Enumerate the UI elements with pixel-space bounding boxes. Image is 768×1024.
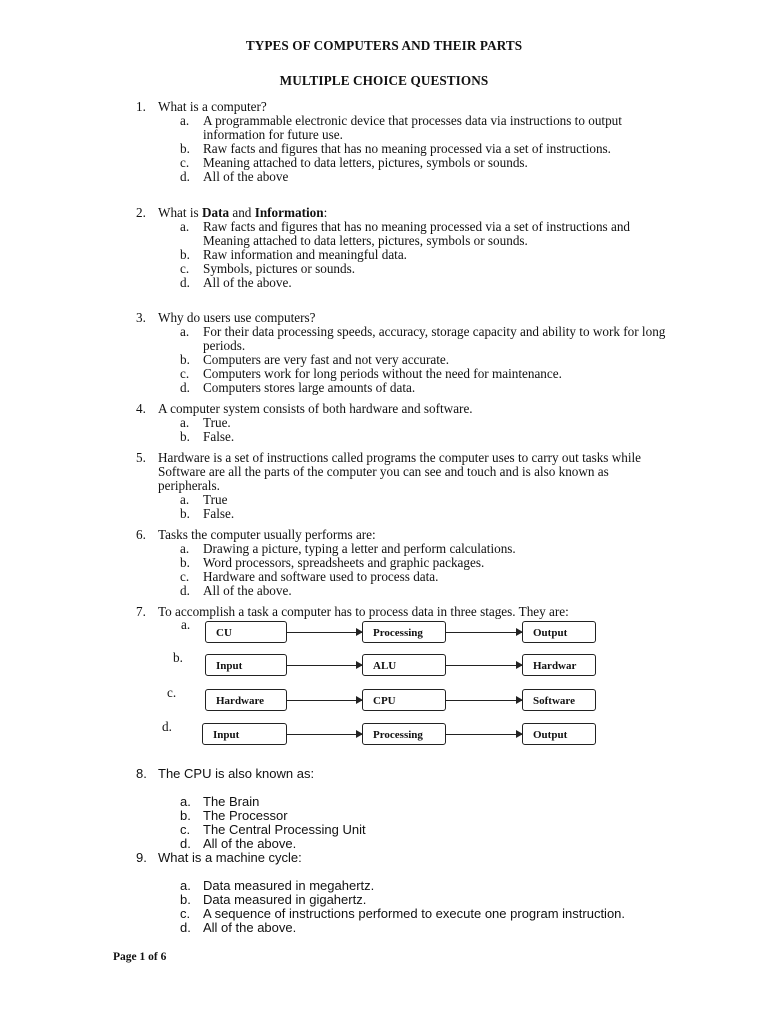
question-number: 3. [136,310,146,325]
flow-box: CU [205,621,287,643]
option-a: a. True. [180,415,231,430]
option-c: c. The Central Processing Unit [180,822,366,837]
option-c: c. Meaning attached to data letters, pictures, symbols or sounds. [180,155,528,170]
flow-box: ALU [362,654,446,676]
question-number: 1. [136,99,146,114]
question-number: 7. [136,604,146,619]
flow-arrow [287,632,362,633]
document-subtitle: MULTIPLE CHOICE QUESTIONS [279,73,489,88]
question-text: A computer system consists of both hardware and software. [158,401,473,416]
flow-arrow [287,734,362,735]
flow-arrow [446,632,522,633]
question-6 [136,528,668,598]
flow-box: Input [205,654,287,676]
option-d: d. All of the above. [180,836,297,851]
flow-box: Software [522,689,596,711]
option-b: b. Computers are very fast and not very accurate. [180,352,450,367]
flow-box: Hardwar [522,654,596,676]
question-2 [136,206,668,290]
question-number: 2. [136,205,146,220]
option-b: b. The Processor [180,808,288,823]
option-b: b. Raw facts and figures that has no meaning processed via a set of instructions. [180,141,611,156]
question-text: Hardware is a set of instructions called programs the computer uses to carry out tasks while Software are all the parts of the computer you can see and touch and is also known as peripherals. [158,450,642,493]
document-title: TYPES OF COMPUTERS AND THEIR PARTS [245,38,523,53]
option-a: a. For their data processing speeds, accuracy, storage capacity and ability to work for long periods. [180,324,666,353]
option-a: a. Drawing a picture, typing a letter and perform calculations. [180,541,516,556]
option-d: d. All of the above. [180,583,292,598]
question-1 [136,100,668,184]
flow-arrow [446,665,522,666]
flow-arrow [446,734,522,735]
question-3 [136,311,668,395]
option-a: a. Raw facts and figures that has no meaning processed via a set of instructions and Meaning attached to data letters, pictures, symbols or sounds. [180,219,631,248]
question-4 [136,402,668,444]
option-d: d. All of the above [180,169,289,184]
option-b: b. False. [180,429,235,444]
question-number: 8. [136,766,147,781]
question-5 [136,451,668,521]
question-7 [136,605,668,619]
option-label: b. [173,650,183,665]
flow-box: Input [202,723,287,745]
option-b: b. Data measured in gigahertz. [180,892,367,907]
option-c: c. Computers work for long periods without the need for maintenance. [180,366,562,381]
flow-arrow [287,665,362,666]
question-text: To accomplish a task a computer has to process data in three stages. They are: [158,604,569,619]
option-label: a. [181,617,191,632]
question-number: 6. [136,527,146,542]
flow-box: Output [522,621,596,643]
option-label: c. [167,685,177,700]
flow-box: Processing [362,621,446,643]
option-c: c. A sequence of instructions performed to execute one program instruction. [180,906,626,921]
question-number: 5. [136,450,146,465]
flow-box: CPU [362,689,446,711]
question-text: The CPU is also known as: [158,766,315,781]
question-number: 4. [136,401,146,416]
flow-arrow [446,700,522,701]
flow-box: Output [522,723,596,745]
flow-box: Processing [362,723,446,745]
option-c: c. Hardware and software used to process data. [180,569,439,584]
option-b: b. Word processors, spreadsheets and graphic packages. [180,555,485,570]
question-text: Tasks the computer usually performs are: [158,527,376,542]
question-8 [136,767,668,851]
question-text: What is a machine cycle: [158,850,302,865]
option-c: c. Symbols, pictures or sounds. [180,261,356,276]
option-label: d. [162,719,172,734]
question-text: Why do users use computers? [158,310,316,325]
flow-diagram-d [0,719,768,749]
option-a: a. Data measured in megahertz. [180,878,375,893]
option-b: b. False. [180,506,235,521]
option-b: b. Raw information and meaningful data. [180,247,407,262]
flow-diagram-c [0,685,768,715]
flow-arrow [287,700,362,701]
flow-diagram-b [0,650,768,680]
option-d: d. All of the above. [180,275,292,290]
flow-box: Hardware [205,689,287,711]
option-d: d. All of the above. [180,920,297,935]
flow-diagram-a [0,617,768,647]
option-a: a. A programmable electronic device that processes data via instructions to output information for future use. [180,113,622,142]
option-a: a. True [180,492,228,507]
page-number: Page 1 of 6 [113,951,167,963]
question-number: 9. [136,850,147,865]
question-9 [136,851,668,935]
question-text: What is Data and Information: [158,205,328,220]
option-d: d. Computers stores large amounts of data. [180,380,416,395]
option-a: a. The Brain [180,794,260,809]
question-text: What is a computer? [158,99,267,114]
